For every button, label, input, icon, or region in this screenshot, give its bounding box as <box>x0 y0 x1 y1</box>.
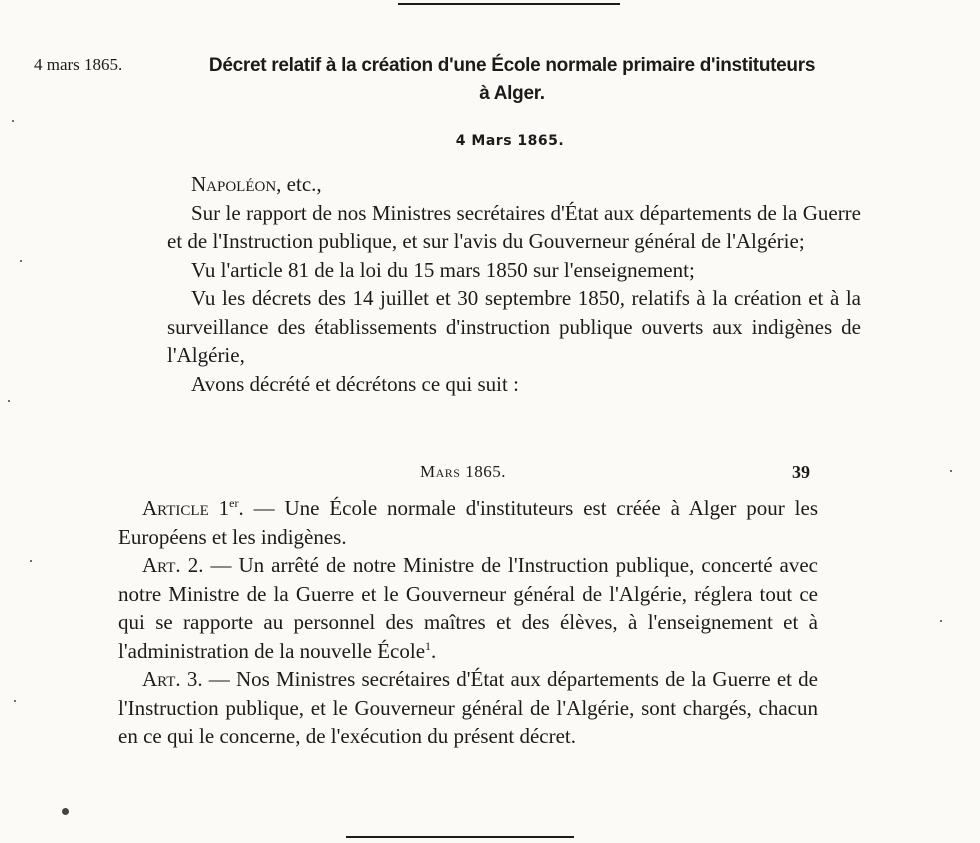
emperor-name: Napoléon <box>191 172 277 196</box>
running-head: Mars 1865. <box>420 462 506 481</box>
preamble-paragraph: Vu l'article 81 de la loi du 15 mars 1850 sur l'enseignement; <box>191 257 695 282</box>
article-2: Art. 2. — Un arrêté de notre Ministre de l'Instruction publique, concerté avec notre Ministre de la Guerre et le Gouverneur général de l'Algérie, réglera tout ce qui se rapporte au personnel des maîtres et des élèves, à l'enseignement et à l'administration de la nouvelle École$^1$. <box>118 553 818 663</box>
scan-speck <box>30 560 32 562</box>
footnote-marker: 1 <box>425 638 432 653</box>
preamble <box>167 170 861 398</box>
decree-date: 4 Mars 1865. <box>455 133 565 149</box>
top-rule <box>398 3 620 5</box>
page-number: 39 <box>792 462 810 482</box>
scan-speck <box>950 470 952 472</box>
scan-speck <box>62 808 69 815</box>
articles <box>118 494 818 751</box>
article-1: Article 1er. — Une École normale d'instituteurs est créée à Alger pour les Européens et les indigènes. <box>118 496 819 549</box>
preamble-paragraph: Sur le rapport de nos Ministres secrétaires d'État aux départements de la Guerre et de l'Instruction publique, et sur l'avis du Gouverneur général de l'Algérie; <box>167 200 861 253</box>
scan-speck <box>14 700 16 702</box>
preamble-emperor-line: Napoléon, etc., <box>191 172 322 196</box>
preamble-paragraph: Vu les décrets des 14 juillet et 30 septembre 1850, relatifs à la création et à la surveillance des établissements d'instruction publique ouverts aux indigènes de l'Algérie, <box>167 286 861 367</box>
bottom-rule <box>346 836 574 838</box>
title-line-2: à Alger. <box>479 83 545 104</box>
scan-speck <box>12 120 14 122</box>
scan-speck <box>8 400 10 402</box>
decree-title <box>196 52 828 108</box>
margin-date: 4 mars 1865. <box>34 55 123 74</box>
scan-speck <box>20 260 22 262</box>
preamble-paragraph: Avons décrété et décrétons ce qui suit : <box>191 371 519 396</box>
title-line-1: Décret relatif à la création d'une École normale primaire d'instituteurs <box>208 55 816 76</box>
scan-speck <box>940 620 942 622</box>
article-3: Art. 3. — Nos Ministres secrétaires d'État aux départements de la Guerre et de l'Instruction publique, et le Gouverneur général de l'Algérie, sont chargés, chacun en ce qui le concerne, de l'exécution du présent décret. <box>118 667 819 748</box>
